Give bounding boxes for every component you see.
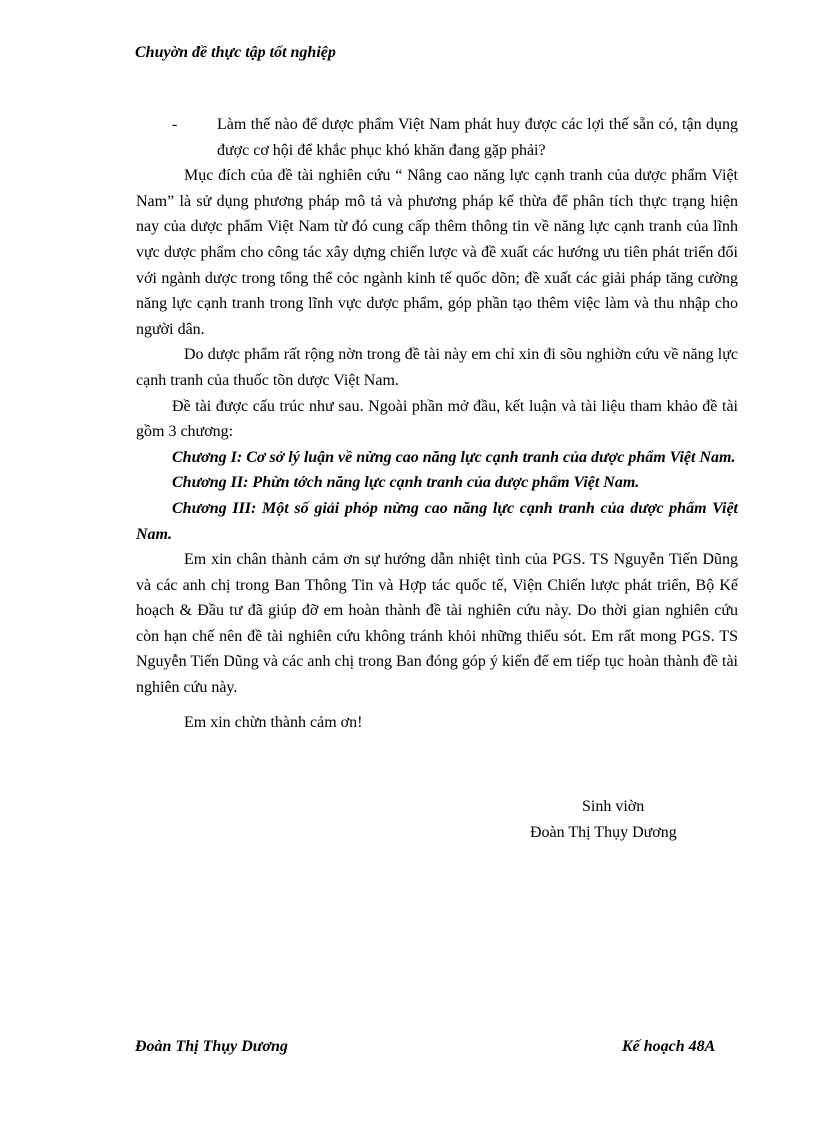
- bullet-marker: -: [172, 116, 178, 133]
- chapter-1-title: Chương I: Cơ sở lý luận về nừng cao năng lực cạnh tranh của dược phẩm Việt Nam.: [172, 448, 736, 466]
- paragraph-thanks: Em xin chừn thành cảm ơn!: [184, 713, 363, 731]
- paragraph-structure: Đề tài được cấu trúc như sau. Ngoài phần mở đầu, kết luận và tài liệu tham khảo đề tài gồm 3 chương:: [136, 397, 738, 441]
- paragraph-acknowledgement: Em xin chân thành cảm ơn sự hướng dẫn nhiệt tình của PGS. TS Nguyễn Tiến Dũng và các anh chị trong Ban Thông Tin và Hợp tác quốc tế, Viện Chiến lược phát triển, Bộ Kế hoạch & Đầu tư đã giúp đỡ em hoàn thành đề tài nghiên cứu này. Do thời gian nghiên cứu còn hạn chế nên đề tài nghiên cứu không tránh khỏi những thiếu sót. Em rất mong PGS. TS Nguyễn Tiến Dũng và các anh chị trong Ban đóng góp ý kiến để em tiếp tục hoàn thành đề tài nghiên cứu này.: [136, 551, 738, 697]
- footer-author: Đoàn Thị Thụy Dương: [135, 1038, 288, 1055]
- paragraph-scope: Do dược phẩm rất rộng nờn trong đề tài này em chỉ xin đi sõu nghiờn cứu về năng lực cạnh tranh của thuốc tõn dược Việt Nam.: [136, 346, 738, 389]
- bullet-text: Làm thế nào để dược phẩm Việt Nam phát huy được các lợi thế sẵn có, tận dụng được cơ hội để khắc phục khó khăn đang gặp phải?: [217, 116, 738, 159]
- paragraph-purpose: Mục đích của đề tài nghiên cứu “ Nâng cao năng lực cạnh tranh của dược phẩm Việt Nam” là sử dụng phương pháp mô tả và phương pháp kế thừa để phân tích thực trạng hiện nay của dược phẩm Việt Nam từ đó cung cấp thêm thông tin về năng lực cạnh tranh của lĩnh vực dược phẩm cho công tác xây dựng chiến lược và đề xuất các hướng ưu tiên phát triển đối với ngành dược trong tổng thể cỏc ngành kinh tế quốc dõn; đề xuất các giải pháp tăng cường năng lực cạnh tranh trong lĩnh vực dược phẩm, góp phần tạo thêm việc làm và thu nhập cho người dân.: [136, 167, 738, 338]
- page-header-title: Chuyờn đề thực tập tốt nghiệp: [135, 44, 336, 61]
- footer-class: Kế hoạch 48A: [622, 1038, 716, 1055]
- document-body: [136, 112, 738, 735]
- chapter-3-title: Chương III: Một số giải phỏp nừng cao năng lực cạnh tranh của dược phẩm Việt Nam.: [136, 499, 738, 543]
- signature-role: Sinh viờn: [582, 798, 645, 815]
- chapter-2-title: Chương II: Phừn tớch năng lực cạnh tranh của dược phẩm Việt Nam.: [172, 474, 640, 492]
- signature-name: Đoàn Thị Thụy Dương: [530, 824, 677, 841]
- bullet-item: [136, 112, 738, 163]
